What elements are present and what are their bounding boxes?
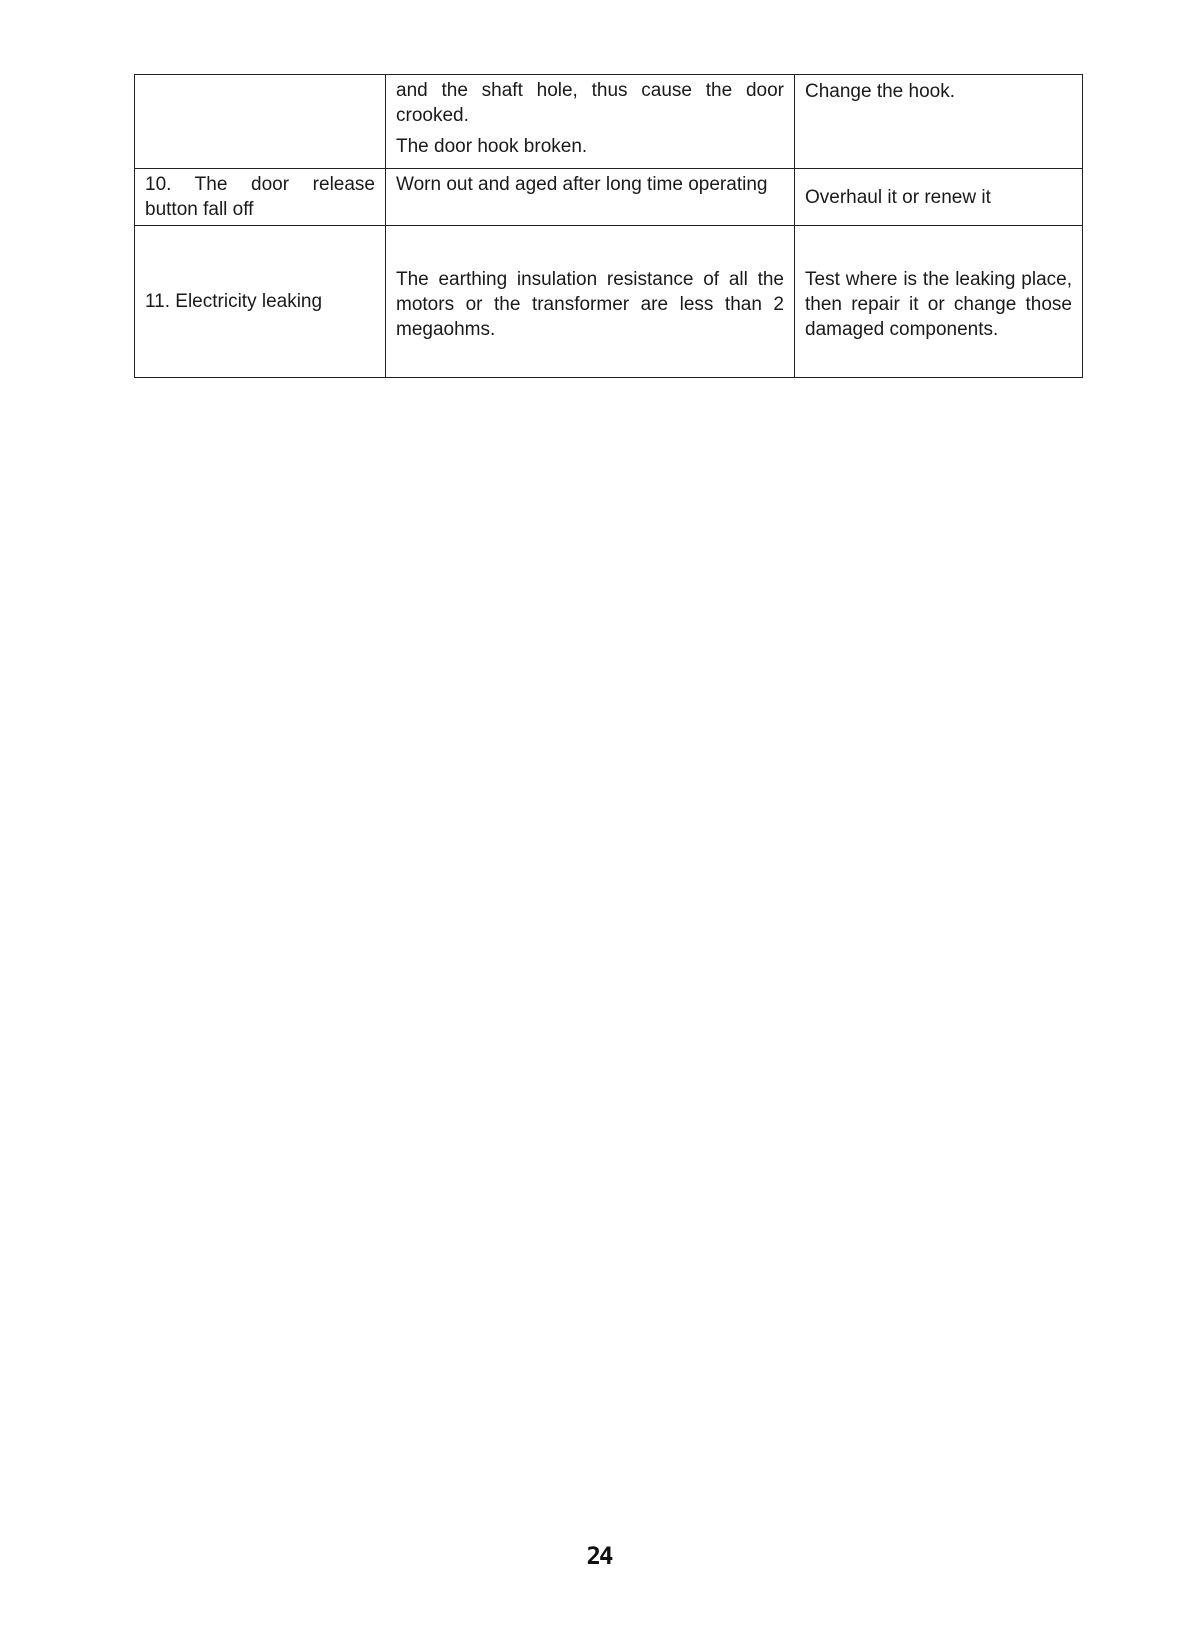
cause-cell: [386, 226, 795, 378]
fault-cell: 11. Electricity leaking: [135, 226, 386, 378]
remedy-cell: Overhaul it or renew it: [795, 169, 1083, 226]
table-row: [135, 169, 1083, 226]
page-number: 24: [586, 1542, 612, 1570]
cause-cell: [386, 75, 795, 169]
remedy-cell: Change the hook.: [795, 75, 1083, 169]
troubleshooting-table: [134, 74, 1083, 378]
remedy-cell: Test where is the leaking place, then repair it or change those damaged components.: [795, 226, 1083, 378]
cause-text: The earthing insulation resistance of all the motors or the transformer are less than 2 megaohms.: [396, 268, 784, 340]
fault-cell: 10. The door release button fall off: [135, 169, 386, 226]
cause-text: The door hook broken.: [396, 136, 588, 157]
cause-text: Worn out and aged after long time operating: [396, 174, 768, 195]
cause-text: and the shaft hole, thus cause the door crooked.: [396, 80, 784, 126]
fault-cell: [135, 75, 386, 169]
table-row: [135, 75, 1083, 169]
table-row: [135, 226, 1083, 378]
cause-cell: [386, 169, 795, 226]
